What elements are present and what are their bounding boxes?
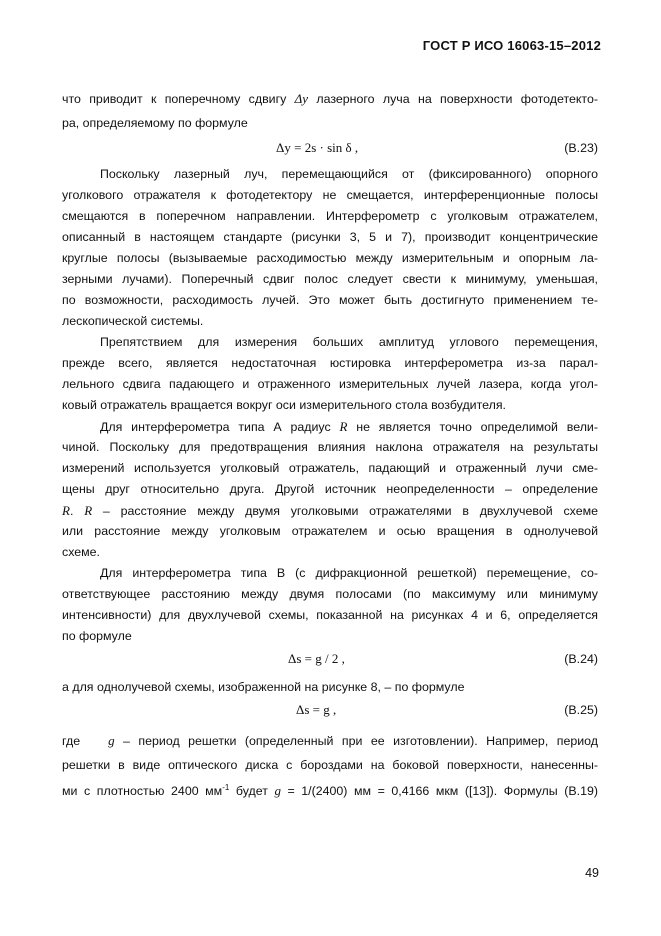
- text-line: или расстояние между уголковым отражателем и осью вращения в однолучевой: [62, 524, 598, 538]
- text-span: будет: [229, 784, 275, 798]
- text-line: описанный в настоящем стандарте (рисунки 3, 5 и 7), производит концентрические: [62, 230, 598, 244]
- text-span: не является точно определимой вели-: [347, 420, 598, 434]
- formula: Δs = g / 2 ,: [288, 651, 345, 666]
- formula: Δs = g ,: [296, 702, 337, 717]
- text-line: [62, 500, 598, 521]
- formula: Δy = 2s · sin δ ,: [276, 140, 359, 155]
- text-line: прежде всего, является недостаточная юстировка интерферометра из-за парал-: [62, 356, 598, 370]
- text-line: а для однолучевой схемы, изображенной на рисунке 8, – по формуле: [62, 680, 465, 694]
- text-line: лельного сдвига падающего и отраженного измерительных лучей лазера, когда угол-: [62, 377, 598, 391]
- formula-b23: [62, 136, 598, 160]
- text-line: решетки в виде оптического диска с бороздами на боковой поверхности, нанесенны-: [62, 758, 598, 772]
- text-line: смещаются в поперечном направлении. Интерферометр с уголковым отражателем,: [62, 209, 598, 223]
- text-line: [62, 778, 598, 803]
- text-line: ра, определяемому по формуле: [62, 116, 248, 130]
- formula-b24: [62, 647, 598, 671]
- formula-number: (В.25): [564, 703, 598, 717]
- text-line: по возможности, расходимость лучей. Это может быть достигнуто применением те-: [62, 293, 598, 307]
- text-line: [62, 416, 598, 437]
- text-line: Поскольку лазерный луч, перемещающийся от (фиксированного) опорного: [100, 167, 598, 181]
- text-line: лескопической системы.: [62, 314, 204, 328]
- math-symbol: Δy: [294, 91, 309, 106]
- text-span: Для интерферометра типа А радиус: [100, 420, 340, 434]
- text-line: зерными лучами). Поперечный сдвиг полос следует свести к минимуму, уменьшая,: [62, 272, 598, 286]
- text-line: круглые полосы (вызываемые расходимостью между измерительным и опорным ла-: [62, 251, 598, 265]
- text-line: ответствующее расстоянию между двумя полосами (по максимуму или минимуму: [62, 587, 598, 601]
- math-symbol: g: [274, 783, 281, 798]
- math-symbol: R: [339, 419, 348, 434]
- text-line: щены друг относительно друга. Другой источник неопределенности – определение: [62, 482, 598, 496]
- math-symbol: g: [108, 733, 115, 748]
- text-line: ковый отражатель вращается вокруг оси измерительного стола возбудителя.: [62, 398, 507, 412]
- document-body: [62, 86, 598, 803]
- text-line: измерений используется уголковый отражатель, падающий и отраженный лучи сме-: [62, 461, 598, 475]
- page-number: 49: [585, 866, 599, 880]
- text-span: лазерного луча на поверхности фотодетекто-: [308, 92, 598, 106]
- superscript: -1: [222, 782, 230, 792]
- text-line: интенсивности) для двухлучевой схемы, показанной на рисунках 4 и 6, определяется: [62, 608, 598, 622]
- math-symbol: R: [62, 503, 70, 518]
- text-span: .: [69, 504, 85, 518]
- text-line: [62, 728, 598, 753]
- formula-number: (В.24): [564, 652, 598, 666]
- text-line: уголкового отражателя к фотодетектору не смещается, интерференционные полосы: [62, 188, 598, 202]
- text-line: по формуле: [62, 629, 132, 643]
- document-header: ГОСТ Р ИСО 16063-15–2012: [422, 38, 601, 53]
- math-symbol: R: [84, 503, 93, 518]
- text-line: Для интерферометра типа В (с дифракционной решеткой) перемещение, со-: [100, 566, 598, 580]
- formula-b25: [62, 698, 598, 722]
- text-line: чиной. Поскольку для предотвращения влияния наклона отражателя на результаты: [62, 440, 598, 454]
- text-span: = 1/(2400) мм = 0,4166 мкм ([13]). Формулы (В.19): [280, 784, 598, 798]
- text-line: [62, 86, 598, 111]
- text-span: ми с плотностью 2400 мм: [62, 784, 223, 798]
- text-line: Препятствием для измерения больших амплитуд углового перемещения,: [100, 335, 598, 349]
- text-span: где: [62, 734, 81, 748]
- formula-number: (В.23): [564, 141, 598, 155]
- text-span: – расстояние между двумя уголковыми отражателями в двухлучевой схеме: [92, 504, 598, 518]
- text-span: что приводит к поперечному сдвигу: [62, 92, 295, 106]
- text-span: – период решетки (определенный при ее изготовлении). Например, период: [114, 734, 598, 748]
- text-line: схеме.: [62, 545, 100, 559]
